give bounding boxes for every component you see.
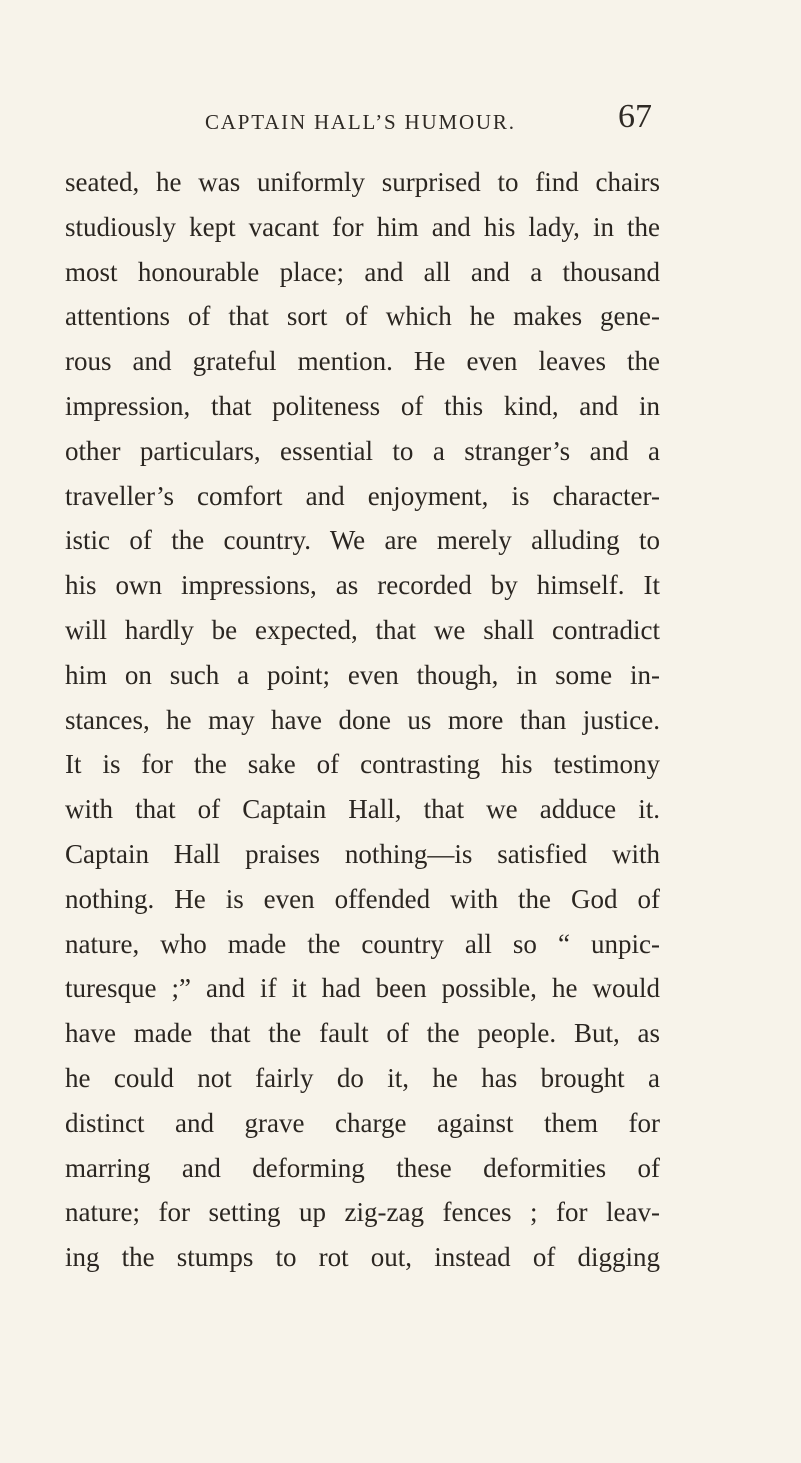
text-line: turesque ;” and if it had been possible, he would (65, 973, 660, 1004)
text-line: will hardly be expected, that we shall contradict (65, 614, 660, 645)
text-line: stances, he may have done us more than justice. (65, 704, 660, 735)
text-line: traveller’s comfort and enjoyment, is character- (65, 480, 660, 511)
text-line: marring and deforming these deformities of (65, 1152, 660, 1183)
text-line: distinct and grave charge against them for (65, 1107, 660, 1138)
body-text (65, 160, 660, 1280)
text-line: impression, that politeness of this kind, and in (65, 390, 660, 421)
page-number: 67 (618, 98, 652, 135)
text-line: istic of the country. We are merely alluding to (65, 525, 660, 556)
text-line: nothing. He is even offended with the God of (65, 883, 660, 914)
text-line: nature; for setting up zig-zag fences ; for leav- (65, 1197, 660, 1228)
text-line: most honourable place; and all and a thousand (65, 256, 660, 287)
running-head: CAPTAIN HALL’S HUMOUR. (205, 110, 516, 134)
text-line: rous and grateful mention. He even leaves the (65, 346, 660, 377)
text-line: his own impressions, as recorded by himself. It (65, 570, 660, 601)
text-line: ing the stumps to rot out, instead of digging (65, 1242, 660, 1273)
text-line: have made that the fault of the people. But, as (65, 1018, 660, 1049)
text-line: seated, he was uniformly surprised to find chairs (65, 167, 660, 197)
text-line: him on such a point; even though, in some in- (65, 659, 660, 690)
text-line: attentions of that sort of which he makes gene- (65, 301, 660, 332)
text-line: other particulars, essential to a stranger’s and a (65, 435, 660, 466)
text-line: It is for the sake of contrasting his testimony (65, 749, 660, 780)
text-line: he could not fairly do it, he has brought a (65, 1062, 660, 1093)
text-line: with that of Captain Hall, that we adduce it. (65, 794, 660, 825)
text-line: studiously kept vacant for him and his lady, in the (65, 211, 660, 242)
text-line: nature, who made the country all so “ unpic- (65, 928, 660, 959)
text-line: Captain Hall praises nothing—is satisfied with (65, 838, 660, 869)
